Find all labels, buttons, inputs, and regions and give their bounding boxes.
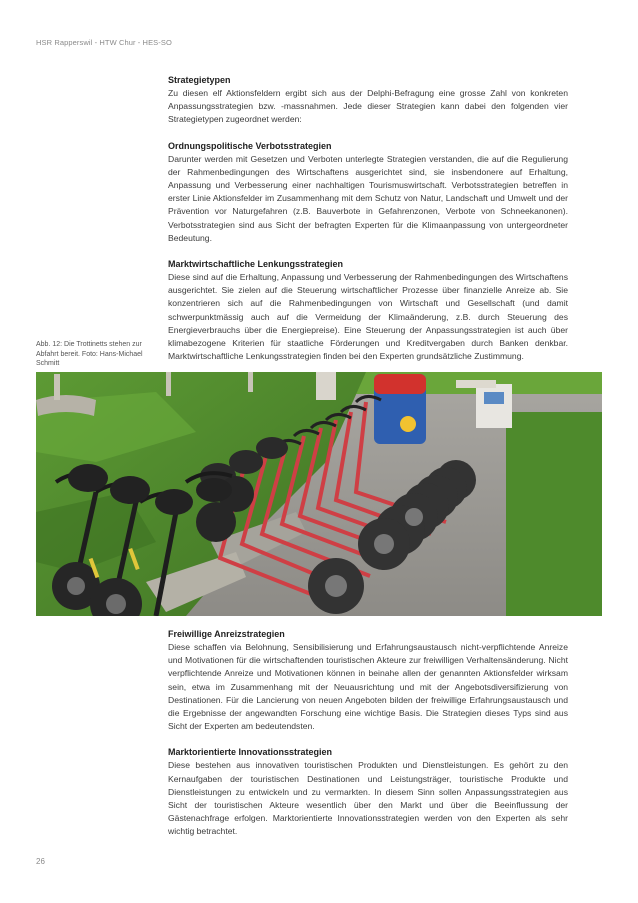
figure-caption: Abb. 12: Die Trottinetts stehen zur Abfahrt bereit. Foto: Hans-Michael Schmitt [36, 341, 143, 367]
running-head: HSR Rapperswil - HTW Chur - HES-SO [36, 38, 172, 47]
text-column-top [168, 74, 568, 376]
section-paragraph: Diese schaffen via Belohnung, Sensibilisierung und Erfahrungsaustausch nicht-verpflichtende Anreize und Motivationen für die wirtschaftenden touristischen Akteure zur freiwilligen Verhaltensänderung. Nicht verpflichtende Anreize und Motivationen können in beinahe allen der genannten Aktionsfelder wirksam sein, etwa im Zusammenhang mit der Neuausrichtung und mit der Angebotsdiversifizierung von Destinationen. Für die Lancierung von neuen Angeboten bilden der freiwillige Erfahrungsaustausch und die Ergebnisse der angewandten Forschung eine wichtige Basis. Die Strategien dieses Typs sind aus Sicht der Experten am bedeutendsten. [168, 642, 568, 732]
section-strategietypen [168, 74, 568, 127]
section-anreizstrategien [168, 628, 568, 733]
section-lenkungsstrategien [168, 258, 568, 363]
section-paragraph: Darunter werden mit Gesetzen und Verboten unterlegte Strategien verstanden, die auf die Regulierung der Rahmenbedingungen des Wirtschaftens ausgerichtet sind, sie insbendonere auf Erhaltung, Anpassung und Verbesserung einer nachhaltigen Tourismuswirtschaft. Verbotsstrategien betreffen in erster Linie Aktionsfelder im Zusammenhang mit dem Schutz von Natur, Landschaft und Umwelt und der Prävention vor Naturgefahren (z.B. Bauverbote in Gefahrenzonen, Verbote von Schneekanonen). Verbotsstrategien sind aus Sicht der befragten Experten für die Klimaanpassung von untergeordneter Bedeutung. [168, 153, 568, 243]
page-number: 26 [36, 857, 45, 866]
section-verbotsstrategien [168, 140, 568, 245]
section-heading: Ordnungspolitische Verbotsstrategien [168, 140, 332, 151]
section-paragraph: Diese sind auf die Erhaltung, Anpassung und Verbesserung der Rahmenbedingungen des Wirtschaftens ausgerichtet. Sie zielen auf die Steuerung wirtschaftlicher Prozesse über finanzielle Anreize ab. Sie konzentrieren sich auf die Rahmenbedingungen von Wirtschaft und Gesellschaft (und damit schwerpunktmässig auch auf die Vermeidung der Klimaänderung, z.B. durch Steuerung des Energieverbrauchs über die Energiepreise). Eine Steuerung der Anpassungsstrategien ist auch über klimabezogene Kriterien für staatliche Förderungen und Kreditvergaben durch Banken denkbar. Marktwirtschaftliche Lenkungsstrategien finden bei den Experten grundsätzliche Zustimmung. [168, 272, 568, 362]
section-heading: Marktwirtschaftliche Lenkungsstrategien [168, 259, 344, 270]
section-paragraph: Zu diesen elf Aktionsfeldern ergibt sich aus der Delphi-Befragung eine grosse Zahl von konkreten Anpassungsstrategien bzw. -massnahmen. Jede dieser Strategien kann dabei den folgenden vier Strategietypen zugeordnet werden: [168, 88, 568, 125]
section-innovationsstrategien [168, 746, 568, 838]
section-heading: Strategietypen [168, 75, 231, 85]
section-heading: Freiwillige Anreizstrategien [168, 629, 285, 639]
section-heading: Marktorientierte Innovationsstrategien [168, 747, 333, 758]
section-paragraph: Diese bestehen aus innovativen touristischen Produkten und Dienstleistungen. Es gehört zu den Kernaufgaben der touristischen Destinationen und Leistungsträger, touristische Produkte und Dienstleistungen zu entwickeln und zu vermarkten. In diesem Sinn sollen Anpassungsstrategien aus Sicht der touristischen Akteure wesentlich über den Markt und über die Beeinflussung der Gästenachfrage erfolgen. Marktorientierte Innovationsstrategien werden von den Experten als sehr wichtig betrachtet. [168, 760, 568, 837]
photo-trottinetts [36, 372, 602, 616]
text-column-bottom [168, 628, 568, 852]
